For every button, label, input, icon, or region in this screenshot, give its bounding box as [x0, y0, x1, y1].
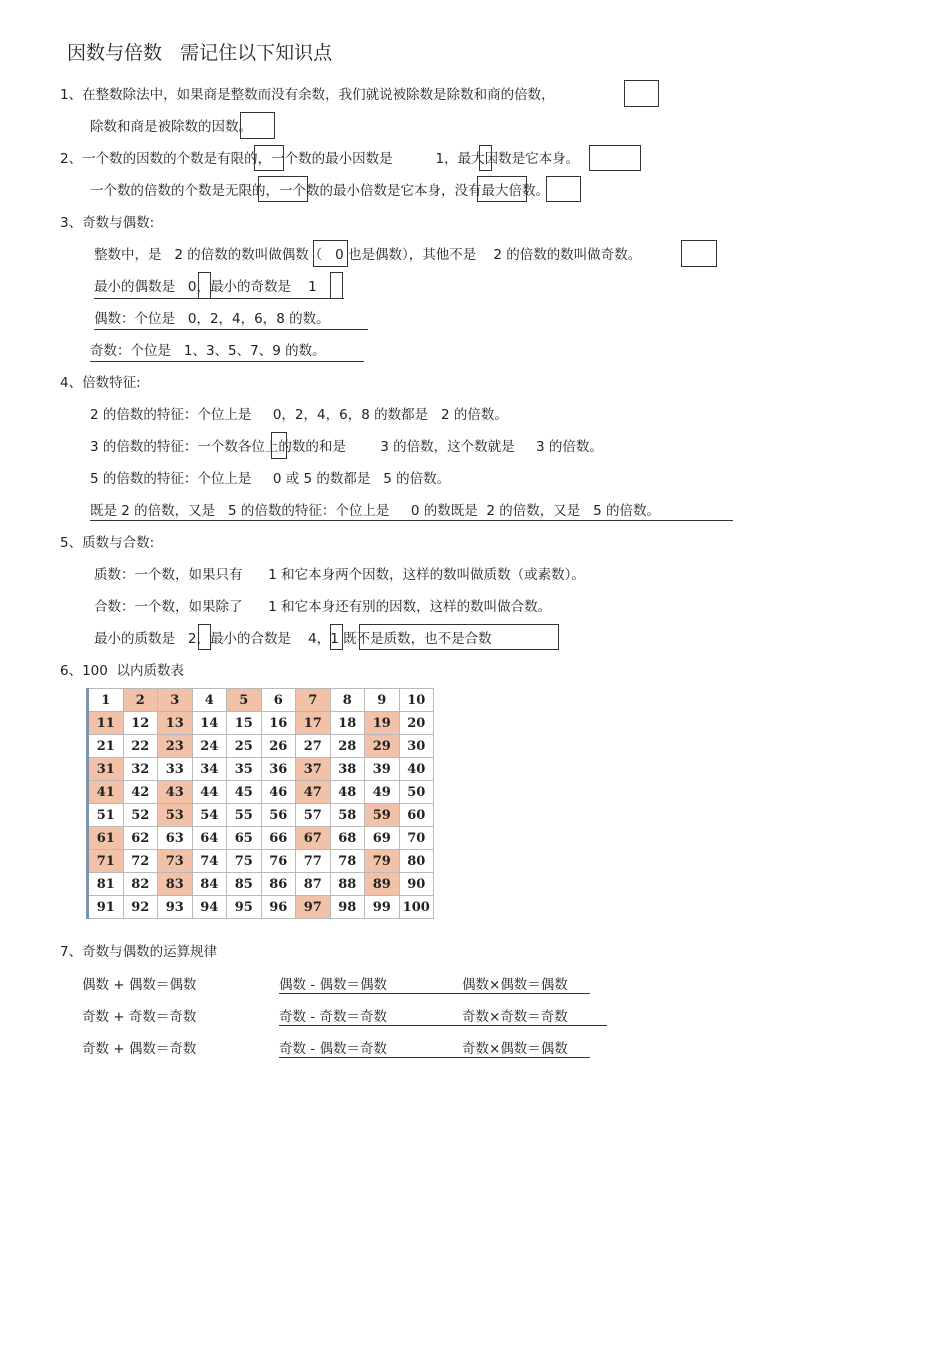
number-cell: 25: [227, 735, 262, 758]
rule-add: 奇数 + 奇数＝奇数: [82, 1009, 197, 1025]
number-cell: 6: [261, 689, 296, 712]
number-cell: 64: [192, 827, 227, 850]
answer-box: [477, 176, 527, 202]
number-cell: 23: [158, 735, 193, 758]
s4-line2: 3 的倍数的特征：一个数各位上的数的和是 3 的倍数，这个数就是 3 的倍数。: [90, 439, 603, 455]
answer-box: [271, 432, 287, 459]
number-cell: 49: [365, 781, 400, 804]
number-cell: 90: [399, 873, 434, 896]
number-cell: 84: [192, 873, 227, 896]
number-cell: 57: [296, 804, 331, 827]
number-cell: 83: [158, 873, 193, 896]
number-cell: 36: [261, 758, 296, 781]
rule-mul: 奇数×奇数＝奇数: [462, 1009, 568, 1025]
number-cell: 95: [227, 896, 262, 919]
rule-add: 偶数 + 偶数＝偶数: [82, 977, 197, 993]
number-cell: 96: [261, 896, 296, 919]
answer-box: [359, 624, 559, 650]
number-cell: 66: [261, 827, 296, 850]
s4-line4: 既是 2 的倍数，又是 5 的倍数的特征：个位上是 0 的数既是 2 的倍数，又是 5 的倍数。: [90, 503, 660, 519]
number-cell: 32: [123, 758, 158, 781]
number-cell: 74: [192, 850, 227, 873]
number-cell: 30: [399, 735, 434, 758]
number-cell: 52: [123, 804, 158, 827]
s3-line2: 最小的偶数是 0，最小的奇数是 1: [94, 279, 317, 295]
number-cell: 1: [88, 689, 124, 712]
s2-line2: 一个数的倍数的个数是无限的，一个数的最小倍数是它本身，没有最大倍数。: [90, 183, 549, 199]
number-cell: 42: [123, 781, 158, 804]
number-cell: 77: [296, 850, 331, 873]
number-cell: 91: [88, 896, 124, 919]
number-cell: 27: [296, 735, 331, 758]
number-cell: 38: [330, 758, 365, 781]
table-row: [88, 873, 434, 896]
answer-box: [254, 145, 284, 171]
number-cell: 10: [399, 689, 434, 712]
answer-box: [198, 272, 211, 299]
underline: [279, 1025, 607, 1026]
rule-add: 奇数 + 偶数＝奇数: [82, 1041, 197, 1057]
number-cell: 46: [261, 781, 296, 804]
number-cell: 72: [123, 850, 158, 873]
number-cell: 76: [261, 850, 296, 873]
answer-box: [681, 240, 717, 267]
table-row: [88, 712, 434, 735]
number-cell: 62: [123, 827, 158, 850]
number-cell: 89: [365, 873, 400, 896]
number-cell: 22: [123, 735, 158, 758]
number-cell: 48: [330, 781, 365, 804]
number-cell: 47: [296, 781, 331, 804]
number-cell: 100: [399, 896, 434, 919]
answer-box: [240, 112, 275, 139]
number-cell: 2: [123, 689, 158, 712]
number-cell: 59: [365, 804, 400, 827]
number-cell: 63: [158, 827, 193, 850]
answer-box: [589, 145, 641, 171]
number-cell: 56: [261, 804, 296, 827]
number-cell: 81: [88, 873, 124, 896]
table-row: [88, 896, 434, 919]
number-cell: 65: [227, 827, 262, 850]
s2-line1: 2、一个数的因数的个数是有限的，一个数的最小因数是 1，最大因数是它本身。: [60, 151, 580, 167]
rule-sub: 偶数 - 偶数＝偶数: [279, 977, 387, 993]
number-cell: 9: [365, 689, 400, 712]
s5-line1: 质数：一个数，如果只有 1 和它本身两个因数，这样的数叫做质数（或素数）。: [94, 567, 585, 583]
s5-line3: 最小的质数是 2，最小的合数是 4，1 既不是质数，也不是合数: [94, 631, 492, 647]
number-cell: 80: [399, 850, 434, 873]
number-cell: 21: [88, 735, 124, 758]
number-cell: 11: [88, 712, 124, 735]
s5-heading: 5、质数与合数:: [60, 535, 155, 551]
number-cell: 51: [88, 804, 124, 827]
s3-line4: 奇数：个位是 1、3、5、7、9 的数。: [90, 343, 326, 359]
number-cell: 14: [192, 712, 227, 735]
number-cell: 70: [399, 827, 434, 850]
answer-box: [546, 176, 581, 202]
number-cell: 19: [365, 712, 400, 735]
number-cell: 35: [227, 758, 262, 781]
s4-line3: 5 的倍数的特征：个位上是 0 或 5 的数都是 5 的倍数。: [90, 471, 451, 487]
number-cell: 92: [123, 896, 158, 919]
s3-line3: 偶数：个位是 0，2，4，6，8 的数。: [94, 311, 330, 327]
number-cell: 7: [296, 689, 331, 712]
number-cell: 97: [296, 896, 331, 919]
rule-sub: 奇数 - 奇数＝奇数: [279, 1009, 387, 1025]
number-cell: 54: [192, 804, 227, 827]
number-cell: 60: [399, 804, 434, 827]
rule-sub: 奇数 - 偶数＝奇数: [279, 1041, 387, 1057]
table-row: [88, 758, 434, 781]
number-cell: 68: [330, 827, 365, 850]
number-cell: 8: [330, 689, 365, 712]
number-cell: 15: [227, 712, 262, 735]
number-cell: 33: [158, 758, 193, 781]
number-cell: 94: [192, 896, 227, 919]
number-cell: 99: [365, 896, 400, 919]
number-cell: 73: [158, 850, 193, 873]
number-cell: 50: [399, 781, 434, 804]
number-cell: 79: [365, 850, 400, 873]
number-cell: 98: [330, 896, 365, 919]
number-cell: 78: [330, 850, 365, 873]
number-cell: 40: [399, 758, 434, 781]
number-cell: 17: [296, 712, 331, 735]
s5-line2: 合数：一个数，如果除了 1 和它本身还有别的因数，这样的数叫做合数。: [94, 599, 552, 615]
number-cell: 43: [158, 781, 193, 804]
s7-heading: 7、奇数与偶数的运算规律: [60, 944, 218, 960]
underline: [90, 361, 364, 362]
number-cell: 20: [399, 712, 434, 735]
number-cell: 34: [192, 758, 227, 781]
rule-mul: 偶数×偶数＝偶数: [462, 977, 568, 993]
answer-box: [198, 624, 211, 650]
number-cell: 85: [227, 873, 262, 896]
answer-box: [313, 240, 348, 267]
number-cell: 37: [296, 758, 331, 781]
number-cell: 3: [158, 689, 193, 712]
number-cell: 24: [192, 735, 227, 758]
table-row: [88, 804, 434, 827]
number-cell: 29: [365, 735, 400, 758]
number-cell: 69: [365, 827, 400, 850]
answer-box: [330, 272, 343, 299]
answer-box: [624, 80, 659, 107]
number-cell: 71: [88, 850, 124, 873]
underline: [94, 329, 368, 330]
number-cell: 86: [261, 873, 296, 896]
number-cell: 16: [261, 712, 296, 735]
underline: [90, 520, 733, 521]
s3-line1: 整数中，是 2 的倍数的数叫做偶数（ 0 也是偶数），其他不是 2 的倍数的数叫做奇数。: [94, 247, 642, 263]
number-cell: 31: [88, 758, 124, 781]
number-cell: 12: [123, 712, 158, 735]
s1-line2: 除数和商是被除数的因数。: [90, 119, 252, 135]
prime-table: [86, 688, 434, 919]
number-cell: 61: [88, 827, 124, 850]
number-cell: 55: [227, 804, 262, 827]
rule-mul: 奇数×偶数＝偶数: [462, 1041, 568, 1057]
number-cell: 45: [227, 781, 262, 804]
number-cell: 39: [365, 758, 400, 781]
table-row: [88, 850, 434, 873]
number-cell: 93: [158, 896, 193, 919]
number-cell: 13: [158, 712, 193, 735]
underline: [279, 993, 590, 994]
number-cell: 26: [261, 735, 296, 758]
s4-heading: 4、倍数特征:: [60, 375, 141, 391]
number-cell: 28: [330, 735, 365, 758]
number-cell: 82: [123, 873, 158, 896]
underline: [279, 1057, 590, 1058]
number-cell: 75: [227, 850, 262, 873]
page-title: 因数与倍数 需记住以下知识点: [67, 42, 333, 64]
answer-box: [258, 176, 308, 202]
number-cell: 18: [330, 712, 365, 735]
table-row: [88, 689, 434, 712]
number-cell: 5: [227, 689, 262, 712]
table-row: [88, 781, 434, 804]
number-cell: 88: [330, 873, 365, 896]
underline: [94, 298, 344, 299]
number-cell: 58: [330, 804, 365, 827]
number-cell: 67: [296, 827, 331, 850]
s1-line1: 1、在整数除法中，如果商是整数而没有余数，我们就说被除数是除数和商的倍数，: [60, 87, 555, 103]
answer-box: [479, 145, 492, 171]
s4-line1: 2 的倍数的特征：个位上是 0，2，4，6，8 的数都是 2 的倍数。: [90, 407, 508, 423]
answer-box: [330, 624, 343, 650]
table-row: [88, 735, 434, 758]
number-cell: 4: [192, 689, 227, 712]
table-row: [88, 827, 434, 850]
number-cell: 53: [158, 804, 193, 827]
number-cell: 41: [88, 781, 124, 804]
number-cell: 44: [192, 781, 227, 804]
s6-heading: 6、100 以内质数表: [60, 663, 184, 679]
number-cell: 87: [296, 873, 331, 896]
s3-heading: 3、奇数与偶数:: [60, 215, 155, 231]
